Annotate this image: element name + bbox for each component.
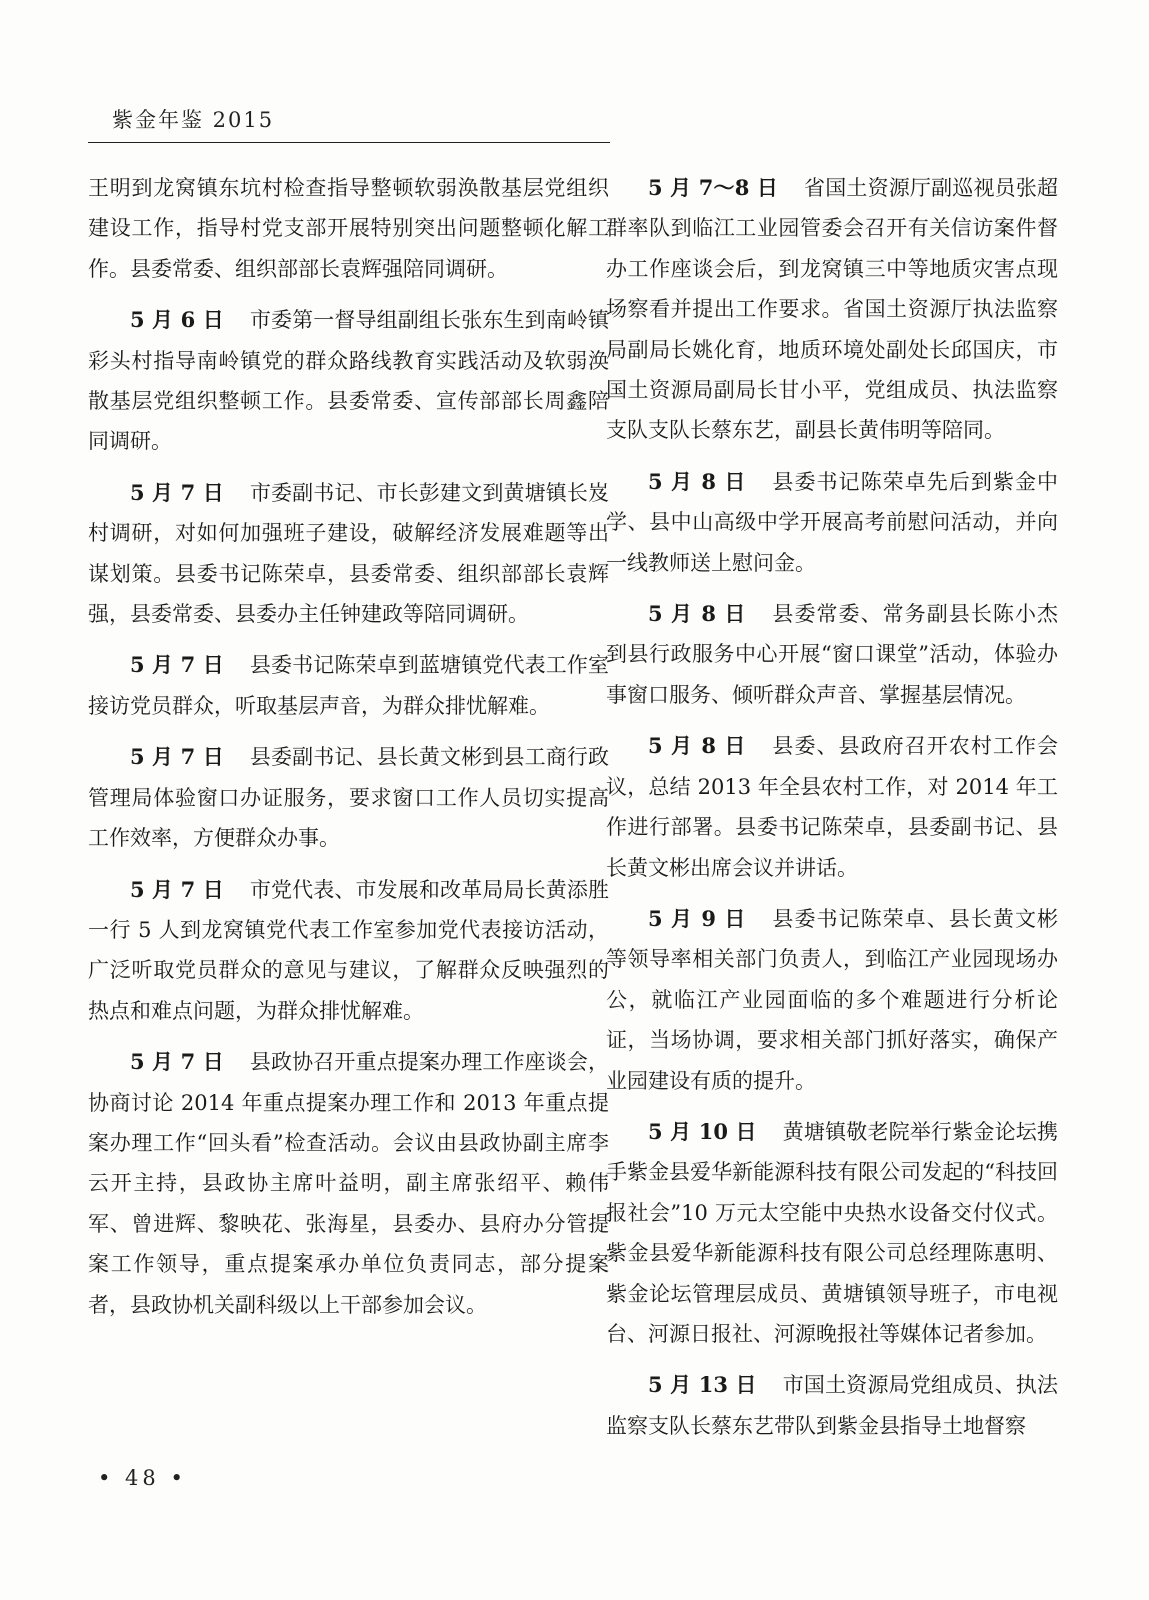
chronicle-entry bbox=[88, 645, 609, 726]
entry-text: 市委第一督导组副组长张东生到南岭镇彩头村指导南岭镇党的群众路线教育实践活动及软弱涣散基层党组织整顿工作。县委常委、宣传部部长周鑫陪同调研。 bbox=[88, 308, 609, 454]
entry-text: 县委、县政府召开农村工作会议，总结 2013 年全县农村工作，对 2014 年工作进行部署。县委书记陈荣卓，县委副书记、县长黄文彬出席会议并讲话。 bbox=[606, 734, 1058, 880]
entry-date: 5 月 7～8 日 bbox=[648, 175, 779, 200]
entry-date: 5 月 9 日 bbox=[648, 905, 747, 931]
header-divider bbox=[88, 142, 610, 143]
entry-date: 5 月 6 日 bbox=[130, 307, 224, 333]
chronicle-entry bbox=[88, 1042, 609, 1325]
right-column bbox=[606, 168, 1058, 1457]
entry-text: 市党代表、市发展和改革局局长黄添胜一行 5 人到龙窝镇党代表工作室参加党代表接访活动，广泛听取党员群众的意见与建议，了解群众反映强烈的热点和难点问题，为群众排忧解难。 bbox=[88, 877, 609, 1023]
chronicle-entry bbox=[606, 899, 1058, 1101]
chronicle-entry bbox=[88, 168, 609, 289]
entry-text: 县委书记陈荣卓先后到紫金中学、县中山高级中学开展高考前慰问活动，并向一线教师送上慰问金。 bbox=[606, 469, 1058, 575]
entry-text: 县委书记陈荣卓到蓝塘镇党代表工作室接访党员群众，听取基层声音，为群众排忧解难。 bbox=[88, 653, 609, 718]
chronicle-entry bbox=[606, 594, 1058, 715]
entry-date: 5 月 7 日 bbox=[130, 479, 224, 505]
entry-text: 王明到龙窝镇东坑村检查指导整顿软弱涣散基层党组织建设工作，指导村党支部开展特别突出问题整顿化解工作。县委常委、组织部部长袁辉强陪同调研。 bbox=[88, 176, 609, 281]
entry-date: 5 月 8 日 bbox=[648, 733, 747, 759]
entry-date: 5 月 7 日 bbox=[130, 744, 224, 770]
entry-text: 县委书记陈荣卓、县长黄文彬等领导率相关部门负责人，到临江产业园现场办公，就临江产业园面临的多个难题进行分析论证，当场协调，要求相关部门抓好落实，确保产业园建设有质的提升。 bbox=[606, 906, 1058, 1093]
chronicle-entry bbox=[88, 737, 609, 858]
entry-date: 5 月 10 日 bbox=[648, 1118, 757, 1144]
entry-date: 5 月 7 日 bbox=[130, 1049, 224, 1075]
entry-text: 县政协召开重点提案办理工作座谈会，协商讨论 2014 年重点提案办理工作和 2013 年重点提案办理工作“回头看”检查活动。会议由县政协副主席李云开主持，县政协主席叶益明，副主席张绍平、赖伟军、曾进辉、黎映花、张海星，县委办、县府办分管提案工作领导，重点提案承办单位负责同志，部分提案者，县政协机关副科级以上干部参加会议。 bbox=[88, 1050, 609, 1317]
entry-date: 5 月 8 日 bbox=[648, 468, 747, 494]
running-header-title: 紫金年鉴 2015 bbox=[112, 108, 275, 132]
entry-text: 市委副书记、市长彭建文到黄塘镇长岌村调研，对如何加强班子建设，破解经济发展难题等出谋划策。县委书记陈荣卓，县委常委、组织部部长袁辉强，县委常委、县委办主任钟建政等陪同调研。 bbox=[88, 480, 609, 627]
entry-date: 5 月 7 日 bbox=[130, 652, 224, 678]
entry-text: 县委副书记、县长黄文彬到县工商行政管理局体验窗口办证服务，要求窗口工作人员切实提高工作效率，方便群众办事。 bbox=[88, 745, 609, 851]
entry-text: 县委常委、常务副县长陈小杰到县行政服务中心开展“窗口课堂”活动，体验办事窗口服务、倾听群众声音、掌握基层情况。 bbox=[606, 602, 1058, 707]
chronicle-entry bbox=[606, 168, 1058, 451]
chronicle-entry bbox=[606, 726, 1058, 888]
entry-date: 5 月 8 日 bbox=[648, 601, 747, 627]
chronicle-entry bbox=[88, 300, 609, 462]
chronicle-entry bbox=[606, 1365, 1058, 1446]
entry-date: 5 月 13 日 bbox=[648, 1372, 757, 1398]
entry-text: 省国土资源厅副巡视员张超群率队到临江工业园管委会召开有关信访案件督办工作座谈会后，到龙窝镇三中等地质灾害点现场察看并提出工作要求。省国土资源厅执法监察局副局长姚化育，地质环境处副处长邱国庆，市国土资源局副局长甘小平，党组成员、执法监察支队支队长蔡东艺，副县长黄伟明等陪同。 bbox=[606, 176, 1058, 443]
entry-text: 黄塘镇敬老院举行紫金论坛携手紫金县爱华新能源科技有限公司发起的“科技回报社会”10 万元太空能中央热水设备交付仪式。紫金县爱华新能源科技有限公司总经理陈惠明、紫金论坛管理层成员、黄塘镇领导班子，市电视台、河源日报社、河源晚报社等媒体记者参加。 bbox=[606, 1119, 1058, 1346]
chronicle-entry bbox=[606, 462, 1058, 583]
entry-date: 5 月 7 日 bbox=[130, 876, 224, 902]
entry-text: 市国土资源局党组成员、执法监察支队长蔡东艺带队到紫金县指导土地督察 bbox=[606, 1373, 1058, 1438]
left-column bbox=[88, 168, 609, 1336]
chronicle-entry bbox=[606, 1112, 1058, 1354]
chronicle-entry bbox=[88, 870, 609, 1032]
page-number: • 48 • bbox=[98, 1466, 187, 1490]
chronicle-entry bbox=[88, 473, 609, 635]
